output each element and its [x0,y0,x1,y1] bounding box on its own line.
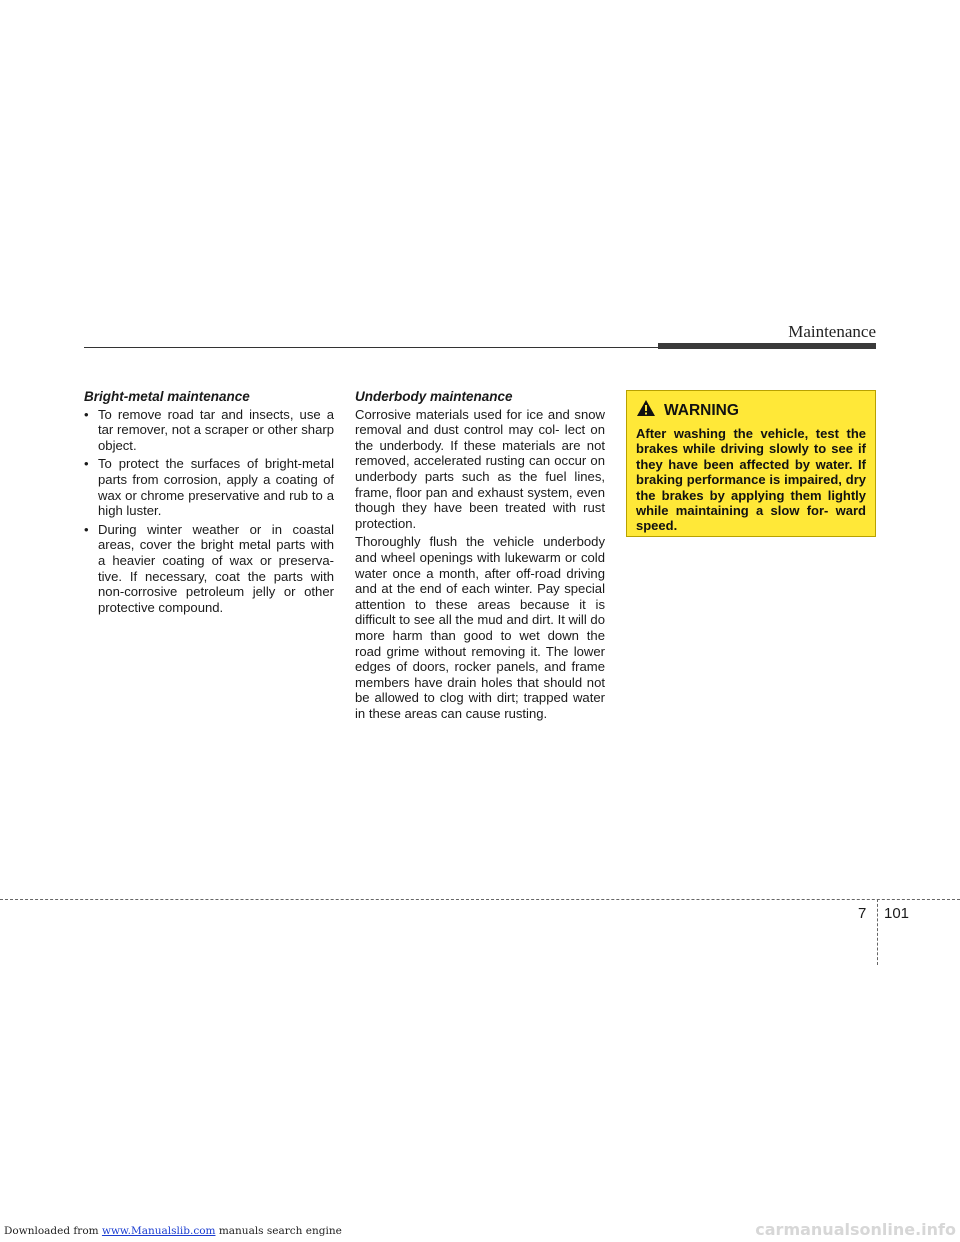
chapter-number: 7 [858,905,867,922]
warning-title: WARNING [664,401,739,419]
footer-suffix: manuals search engine [215,1225,342,1237]
warning-header [636,399,866,422]
list-item-text: To remove road tar and insects, use a tar remover, not a scraper or other sharp object. [98,406,334,453]
underbody-paragraph-2: Thoroughly flush the vehicle underbody and wheel openings with lukewarm or cold water once a month, after off-road driving and at the end of each winter. Pay special attention to these areas because it is difficult to see all the mud and dirt. It will do more harm than good to wet down the road grime without removing it. The lower edges of doors, rocker panels, and frame members have drain holes that should not be allowed to clog with dirt; trapped water in these areas can cause rusting. [355,534,605,721]
manualslib-link[interactable]: www.Manualslib.com [101,1225,216,1237]
list-item-text: During winter weather or in coastal areas, cover the bright metal parts with a heavier coating of wax or preserva- tive. If necessary, coat the parts with non-corrosive petroleum jelly or other protective compound. [98,521,334,615]
footer-prefix: Downloaded from [4,1225,102,1237]
warning-triangle-icon [636,399,656,422]
bullet-glyph: • [84,521,89,537]
bullet-glyph: • [84,406,89,422]
warning-text: After washing the vehicle, test the brakes while driving slowly to see if they have been affected by water. If braking performance is impaired, dry the brakes by applying them lightly while maintaining a slow for- ward speed. [636,426,866,534]
underbody-heading: Underbody maintenance [355,389,513,404]
section-title: Maintenance [788,322,876,341]
list-item [84,522,334,616]
bullet-glyph: • [84,456,89,472]
watermark: carmanualsonline.info [755,1220,956,1239]
list-item [84,407,334,454]
list-item-text: To protect the surfaces of bright-metal parts from corrosion, apply a coating of wax or chrome preservative and rub to a high luster. [98,456,334,519]
download-footer [4,1225,342,1237]
bright-metal-heading: Bright-metal maintenance [84,389,250,404]
bright-metal-column [84,389,334,618]
warning-box [626,390,876,537]
list-item [84,456,334,518]
underbody-paragraph-1: Corrosive materials used for ice and snow removal and dust control may col- lect on the underbody. If these materials are not removed, accelerated rusting can occur on underbody parts such as the fuel lines, frame, floor pan and exhaust system, even though they have been treated with rust protection. [355,406,605,531]
header-rule-thin [84,347,660,348]
header-rule-thick [658,343,876,349]
page-number: 101 [884,905,910,922]
footer-dashed-rule [0,899,960,900]
underbody-column [355,389,605,724]
bright-metal-list [84,407,334,616]
page-number-divider [877,899,878,965]
